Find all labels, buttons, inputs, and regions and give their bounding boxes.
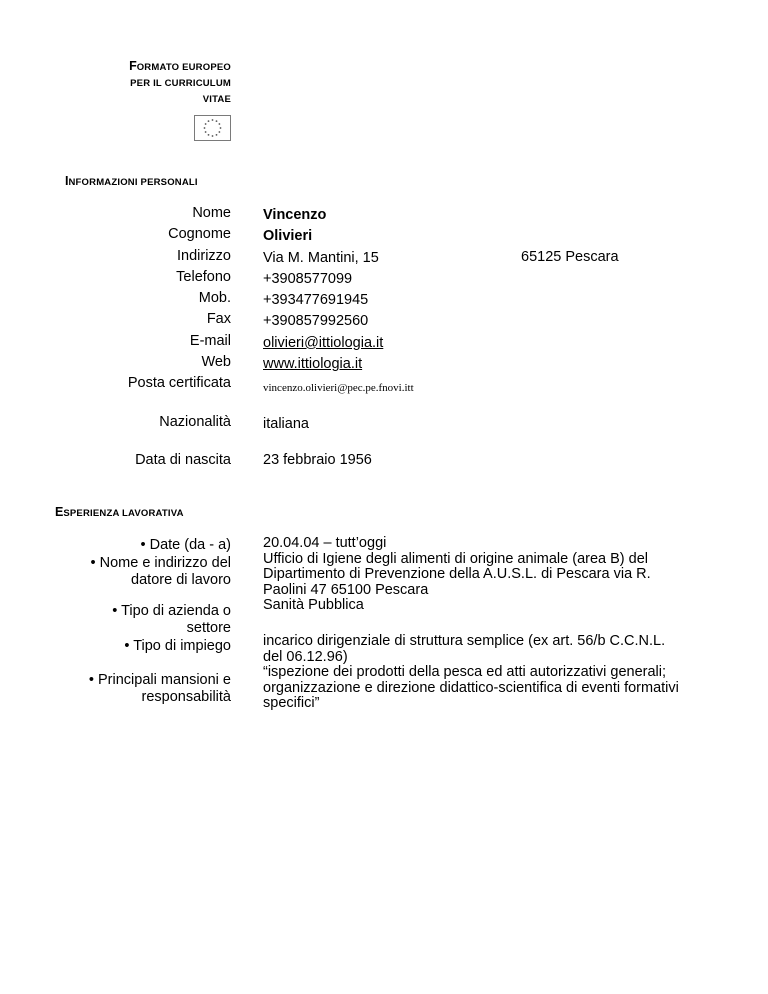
value-telefono: +3908577099 (263, 270, 353, 287)
label-nazionalita: Nazionalità (159, 414, 231, 430)
exp-label-employer-2: datore di lavoro (131, 572, 231, 588)
value-pec: vincenzo.olivieri@pec.pe.fnovi.itt (263, 382, 414, 395)
cv-format-title-line3: VITAE (202, 94, 231, 105)
value-nome: Vincenzo (263, 207, 327, 223)
exp-label-type: • Tipo di impiego (124, 638, 231, 654)
label-web: Web (201, 354, 231, 371)
section-personal-info-heading: INFORMAZIONI PERSONALI (65, 174, 198, 188)
value-email-link[interactable]: olivieri@ittiologia.it (263, 334, 384, 351)
label-fax: Fax (206, 311, 231, 328)
exp-type-line-2: del 06.12.96) (263, 648, 348, 665)
eu-flag-logo (194, 115, 231, 141)
exp-label-sector-1: • Tipo di azienda o (112, 603, 231, 619)
exp-duties-line-1: “ispezione dei prodotti della pesca ed atti autorizzativi generali; (263, 664, 667, 680)
value-data-nascita: 23 febbraio 1956 (263, 452, 372, 468)
exp-values-bottom (263, 634, 723, 712)
exp-sector: Sanità Pubblica (263, 597, 364, 613)
value-cognome: Olivieri (263, 228, 313, 245)
label-indirizzo: Indirizzo (177, 247, 231, 264)
value-citta: 65125 Pescara (521, 249, 619, 265)
exp-employer-line-1: Ufficio di Igiene degli alimenti di origine animale (area B) del (263, 550, 648, 567)
value-indirizzo: Via M. Mantini, 15 (263, 249, 379, 266)
personal-values (263, 205, 414, 400)
exp-values-top (263, 536, 723, 614)
exp-type-line-1: incarico dirigenziale di struttura semplice (ex art. 56/b C.C.N.L. (263, 633, 666, 649)
eu-stars-icon (195, 116, 230, 140)
exp-label-employer-1: • Nome e indirizzo del (90, 555, 231, 571)
exp-employer-line-2: Dipartimento di Prevenzione della A.U.S.L. di Pescara via R. (263, 566, 651, 582)
exp-label-duties-1: • Principali mansioni e (88, 672, 231, 688)
exp-duties-line-3: specifici” (263, 695, 320, 711)
exp-employer-line-3: Paolini 47 65100 Pescara (263, 581, 429, 598)
value-fax: +390857992560 (263, 313, 369, 330)
label-telefono: Telefono (176, 268, 231, 285)
label-mobile: Mob. (198, 290, 231, 307)
label-pec: Posta certificata (127, 375, 231, 392)
label-email: E-mail (189, 332, 231, 349)
label-cognome: Cognome (168, 226, 231, 243)
value-nazionalita: italiana (263, 416, 309, 432)
exp-date-range: 20.04.04 – tutt’oggi (263, 535, 387, 551)
exp-label-duties-2: responsabilità (141, 689, 231, 705)
value-web-link[interactable]: www.ittiologia.it (263, 356, 363, 373)
personal-labels (128, 203, 231, 395)
label-data-nascita: Data di nascita (135, 452, 231, 468)
cv-format-title-line1: FORMATO EUROPEO (129, 59, 231, 73)
value-mobile: +393477691945 (263, 292, 369, 309)
section-experience-heading: ESPERIENZA LAVORATIVA (55, 505, 184, 519)
label-nome: Nome (192, 205, 231, 221)
cv-format-title (129, 58, 231, 108)
exp-duties-line-2: organizzazione e direzione didattico-scientifica di eventi formativi (263, 679, 679, 696)
exp-label-date: • Date (da - a) (140, 537, 231, 553)
exp-label-sector-2: settore (186, 620, 231, 636)
cv-format-title-line2: PER IL CURRICULUM (130, 78, 231, 89)
